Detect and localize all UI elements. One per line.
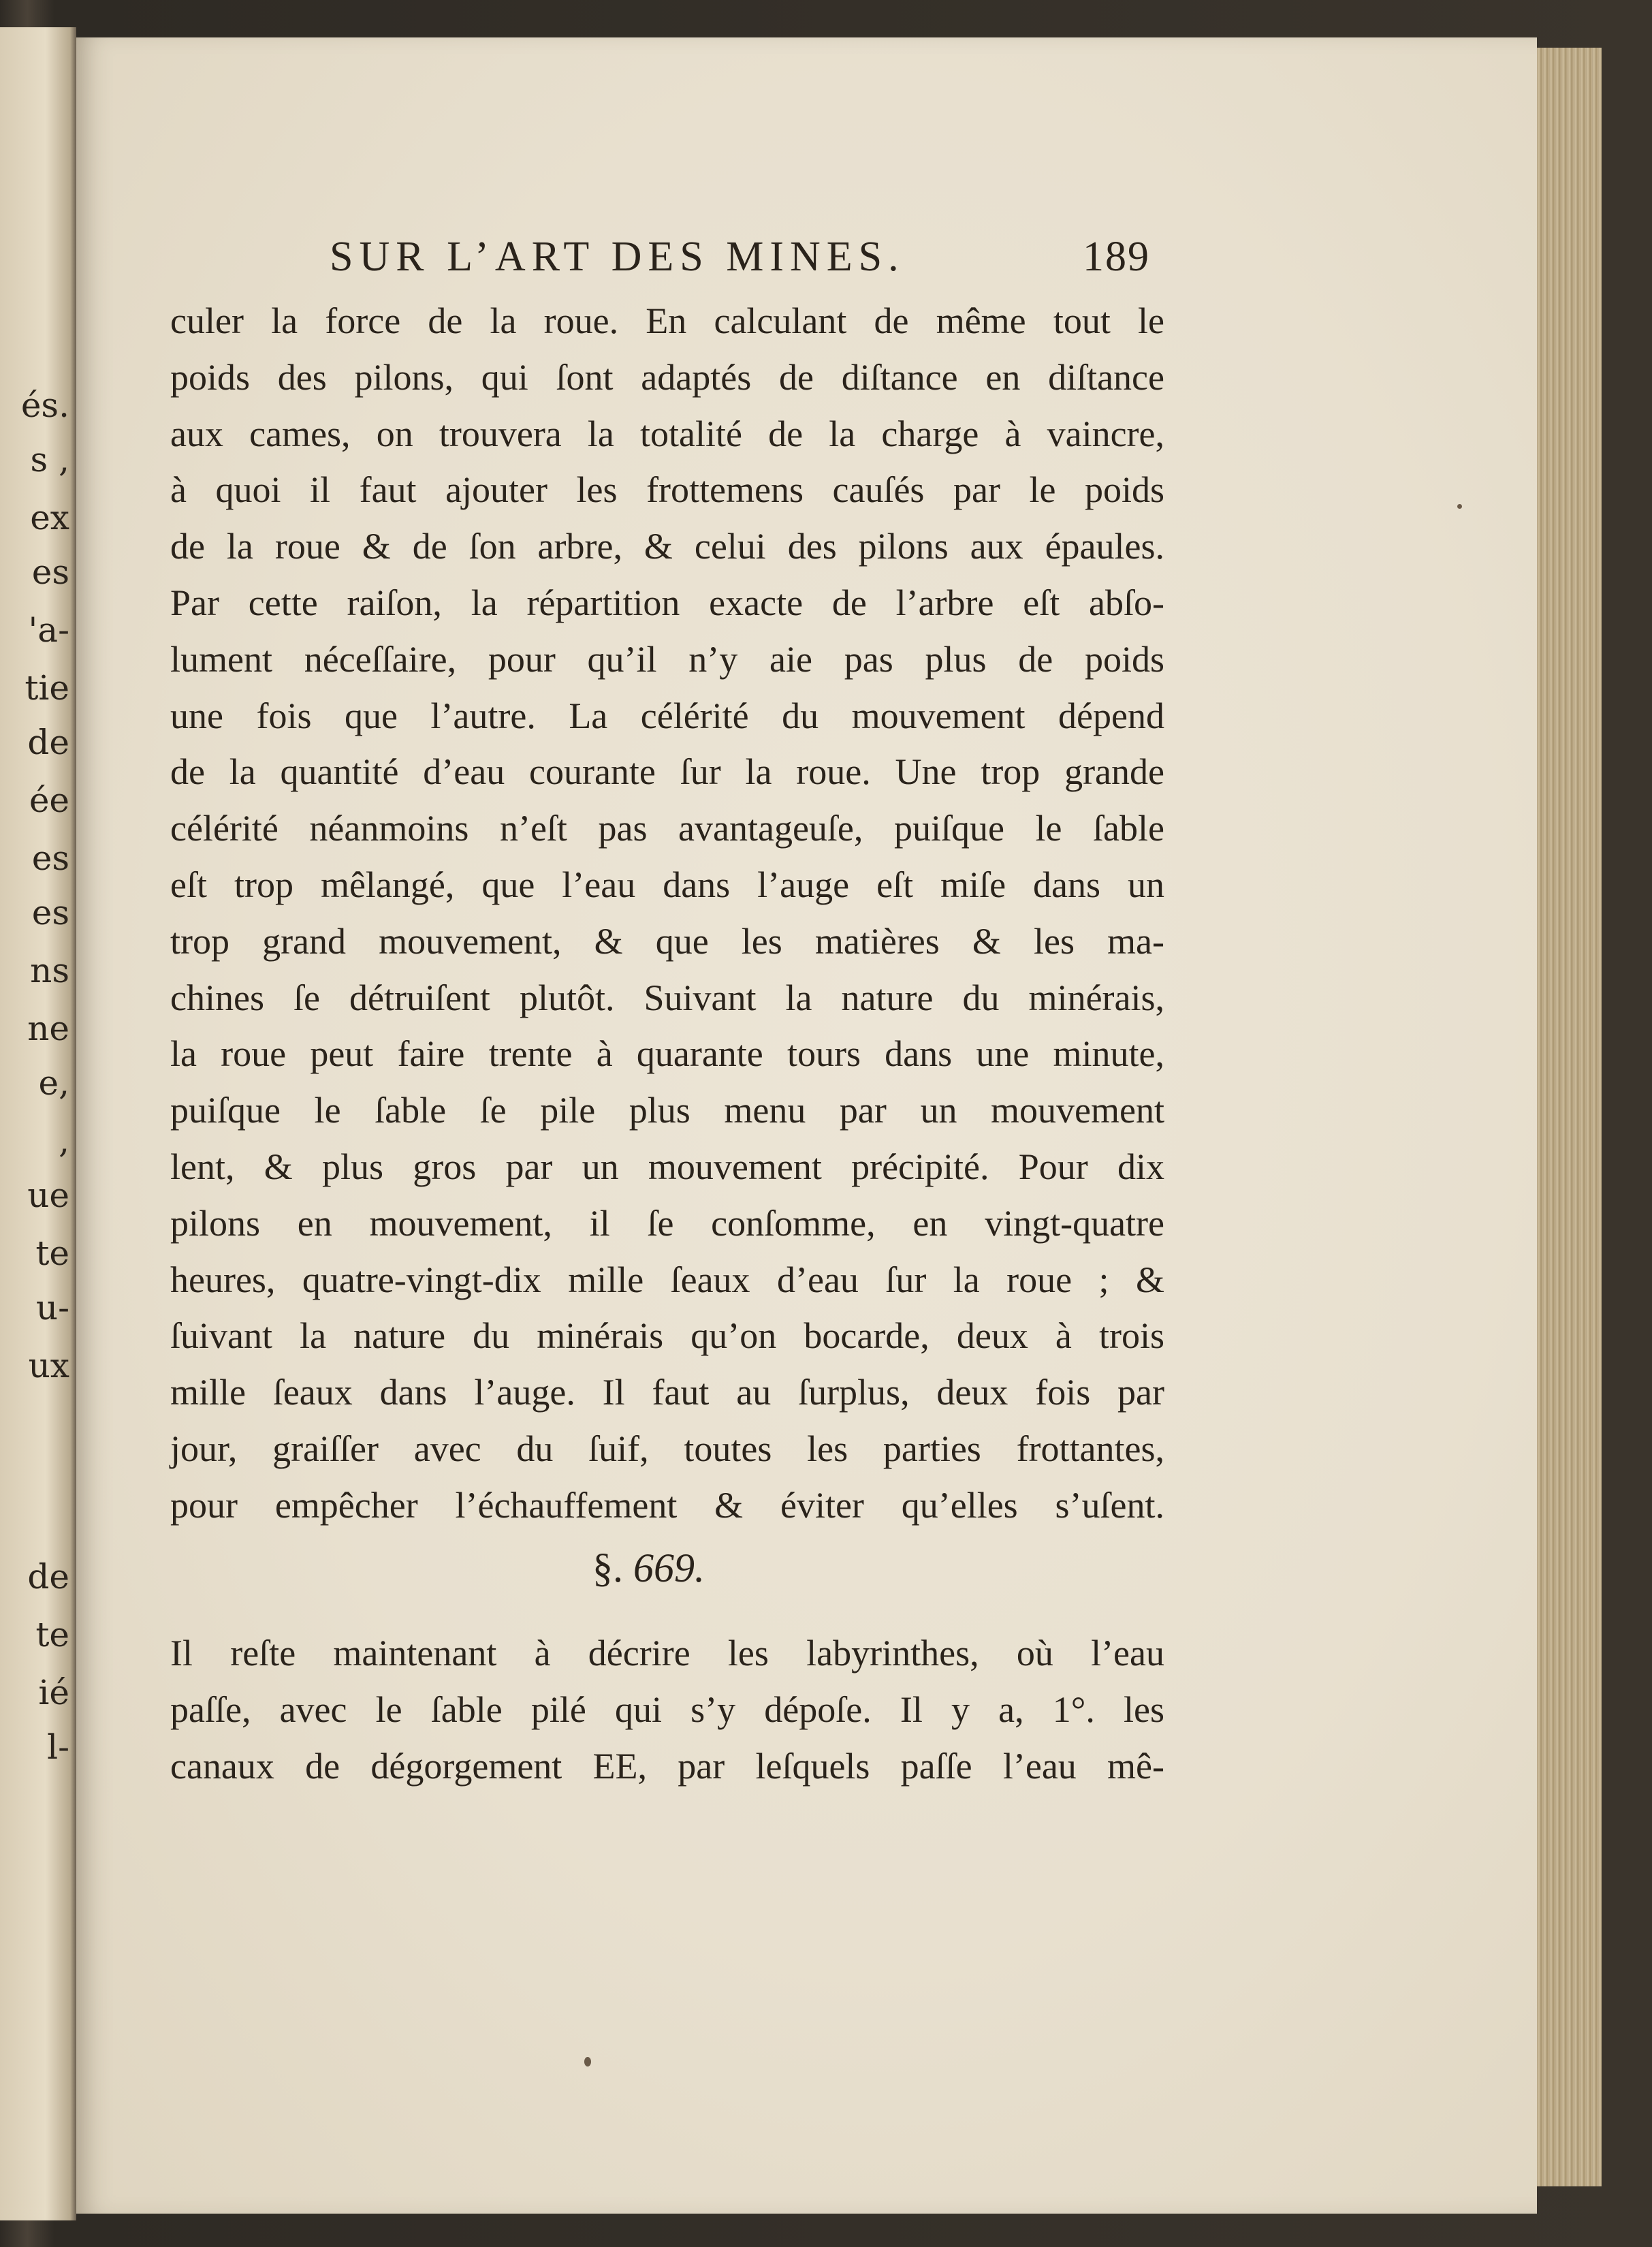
facing-page-text-fragment: ée [29, 781, 69, 820]
text-line: célérité néanmoins n’eſt pas avantageuſe, puiſque le ſable [170, 808, 1164, 849]
text-line: poids des pilons, qui ſont adaptés de diſtance en diſtance [170, 356, 1164, 398]
text-line: pour empêcher l’échauffement & éviter qu’elles s’uſent. [170, 1484, 1164, 1526]
text-line: canaux de dégorgement EE, par leſquels paſſe l’eau mê- [170, 1745, 1164, 1787]
page-edges [1537, 48, 1602, 2186]
facing-page-text-fragment: l- [47, 1727, 69, 1767]
text-line: trop grand mouvement, & que les matières & les ma- [170, 920, 1164, 962]
facing-page-text-fragment: , [59, 1121, 69, 1161]
facing-page-text-fragment: de [27, 723, 69, 762]
facing-page-text-fragment: te [35, 1615, 69, 1654]
facing-page-text-fragment: ue [27, 1176, 69, 1215]
text-line: heures, quatre-vingt-dix mille ſeaux d’eau ſur la roue ; & [170, 1259, 1164, 1300]
facing-page-text-fragment: de [27, 1557, 69, 1597]
facing-page-text-fragment: ié [38, 1673, 69, 1712]
text-line: jour, graiſſer avec du ſuif, toutes les parties frottantes, [170, 1428, 1164, 1469]
facing-page-text-fragment: 'a- [28, 610, 69, 650]
facing-page-edge [0, 27, 76, 2220]
section-number: 669. [633, 1545, 705, 1590]
text-line: Il reſte maintenant à décrire les labyrinthes, où l’eau [170, 1633, 1164, 1674]
facing-page-text-fragment: ne [27, 1009, 69, 1048]
facing-page-text-fragment: u- [35, 1288, 69, 1327]
page-number: 189 [1083, 234, 1150, 280]
section-sign: §. [592, 1545, 623, 1590]
facing-page-text-fragment: te [35, 1234, 69, 1273]
facing-page-text-fragment: ex [30, 498, 69, 537]
facing-page-text-fragment: ns [30, 951, 69, 990]
text-line: lent, & plus gros par un mouvement précipité. Pour dix [170, 1146, 1164, 1187]
text-line: Par cette raiſon, la répartition exacte de l’arbre eſt abſo- [170, 582, 1164, 623]
text-line: de la quantité d’eau courante ſur la roue. Une trop grande [170, 751, 1164, 793]
facing-page-text-fragment: es [31, 893, 69, 932]
ink-speck [584, 2057, 591, 2067]
text-line: lument néceſſaire, pour qu’il n’y aie pas plus de poids [170, 638, 1164, 680]
text-line: ſuivant la nature du minérais qu’on bocarde, deux à trois [170, 1315, 1164, 1357]
facing-page-text-fragment: tie [25, 668, 69, 708]
facing-page-text-fragment: s , [30, 440, 69, 480]
facing-page-text-fragment: e, [38, 1063, 69, 1103]
text-line: mille ſeaux dans l’auge. Il faut au ſurplus, deux fois par [170, 1372, 1164, 1413]
text-line: de la roue & de ſon arbre, & celui des pilons aux épaules. [170, 526, 1164, 567]
ink-speck [1457, 504, 1462, 509]
text-line: eſt trop mêlangé, que l’eau dans l’auge eſt miſe dans un [170, 864, 1164, 905]
paragraph-1 [170, 293, 1164, 1534]
facing-page-text-fragment: ux [28, 1346, 69, 1385]
running-title: SUR L’ART DES MINES. [330, 234, 905, 280]
section-heading [592, 1545, 705, 1592]
text-line: aux cames, on trouvera la totalité de la charge à vaincre, [170, 413, 1164, 454]
text-line: culer la force de la roue. En calculant de même tout le [170, 300, 1164, 341]
text-line: chines ſe détruiſent plutôt. Suivant la nature du minérais, [170, 977, 1164, 1018]
facing-page-text-fragment: es [31, 552, 69, 592]
text-line: une fois que l’autre. La célérité du mouvement dépend [170, 695, 1164, 736]
text-line: puiſque le ſable ſe pile plus menu par un mouvement [170, 1090, 1164, 1131]
facing-page-text-fragment: es [31, 838, 69, 878]
text-line: paſſe, avec le ſable pilé qui s’y dépoſe. Il y a, 1°. les [170, 1688, 1164, 1730]
text-line: la roue peut faire trente à quarante tours dans une minute, [170, 1033, 1164, 1075]
text-line: pilons en mouvement, il ſe conſomme, en vingt-quatre [170, 1202, 1164, 1244]
paragraph-2 [170, 1625, 1164, 1794]
text-line: à quoi il faut ajouter les frottemens cauſés par le poids [170, 469, 1164, 511]
facing-page-text-fragment: és. [20, 386, 69, 425]
